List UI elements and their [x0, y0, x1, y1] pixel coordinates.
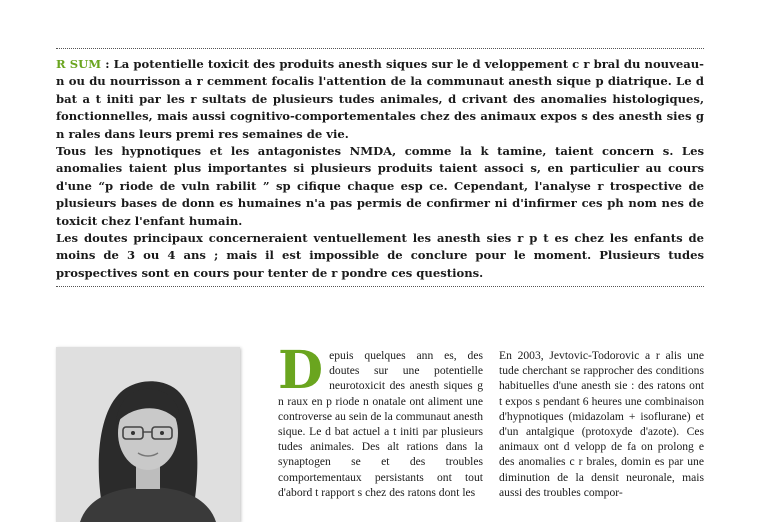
- abstract-paragraph-3: Les doutes principaux concerneraient ventuellement les anesth sies r p t es chez les enfants de moins de 3 ou 4 ans ; mais il est impossible de conclure pour le moment. Plusieurs tudes prospectives sont en cours pour tenter de r pondre ces questions.: [56, 231, 704, 280]
- abstract-label: R SUM: [56, 57, 102, 71]
- abstract-box: [56, 48, 704, 287]
- article-column-2: En 2003, Jevtovic-Todorovic a r alis une tude cherchant se rapprocher des conditions habituelles d'une anesth sie : des ratons ont t expos s pendant 6 heures une combinaison d'hypnotiques (midazolam + isoflurane) et d'un antalgique (protoxyde d'azote). Ces animaux ont d velopp de fa on prolong e des anomalies c r brales, domin es par une diminution de la densit neuronale, mais aussi des troubles compor-: [499, 349, 704, 499]
- author-photo: [56, 347, 240, 522]
- abstract-paragraph-2: Tous les hypnotiques et les antagonistes NMDA, comme la k tamine, taient concern s. Les anomalies taient plus importantes si plusieurs produits taient associ s, en particulier au cours d'une “p riode de vuln rabilit ” sp cifique chaque esp ce. Cependant, l'analyse r trospective de plusieurs bases de donn es humaines n'a pas permis de confirmer ni d'infirmer ces ph nom nes de toxicit chez l'enfant humain.: [56, 144, 704, 228]
- drop-cap-letter: D: [278, 340, 324, 401]
- abstract-paragraph-1: [56, 56, 704, 143]
- article-column-1-text: epuis quelques ann es, des doutes sur une potentielle neurotoxicit des anesth siques g n raux en p riode n onatale ont aliment une controverse au sein de la communaut anesth sique. Le d bat actuel a t initi par plusieurs tudes animales. Des alt rations dans la synaptogen se et des troubles comportementaux persistants ont tout d'abord t rapport s chez des ratons dont les: [278, 349, 483, 499]
- author-portrait-image: [56, 347, 240, 522]
- abstract-text-1: : La potentielle toxicit des produits anesth siques sur le d veloppement c r bral du nouveau-n ou du nourrisson a r cemment focalis l'attention de la communaut anesth sique p diatrique. Le d bat a t initi par les r sultats de plusieurs tudes animales, d crivant des anomalies histologiques, fonctionnelles, mais aussi cognitivo-comportementales chez des animaux expos s des anesth sies g n rales dans leurs premi res semaines de vie.: [56, 57, 704, 141]
- article-column-1: [278, 340, 483, 500]
